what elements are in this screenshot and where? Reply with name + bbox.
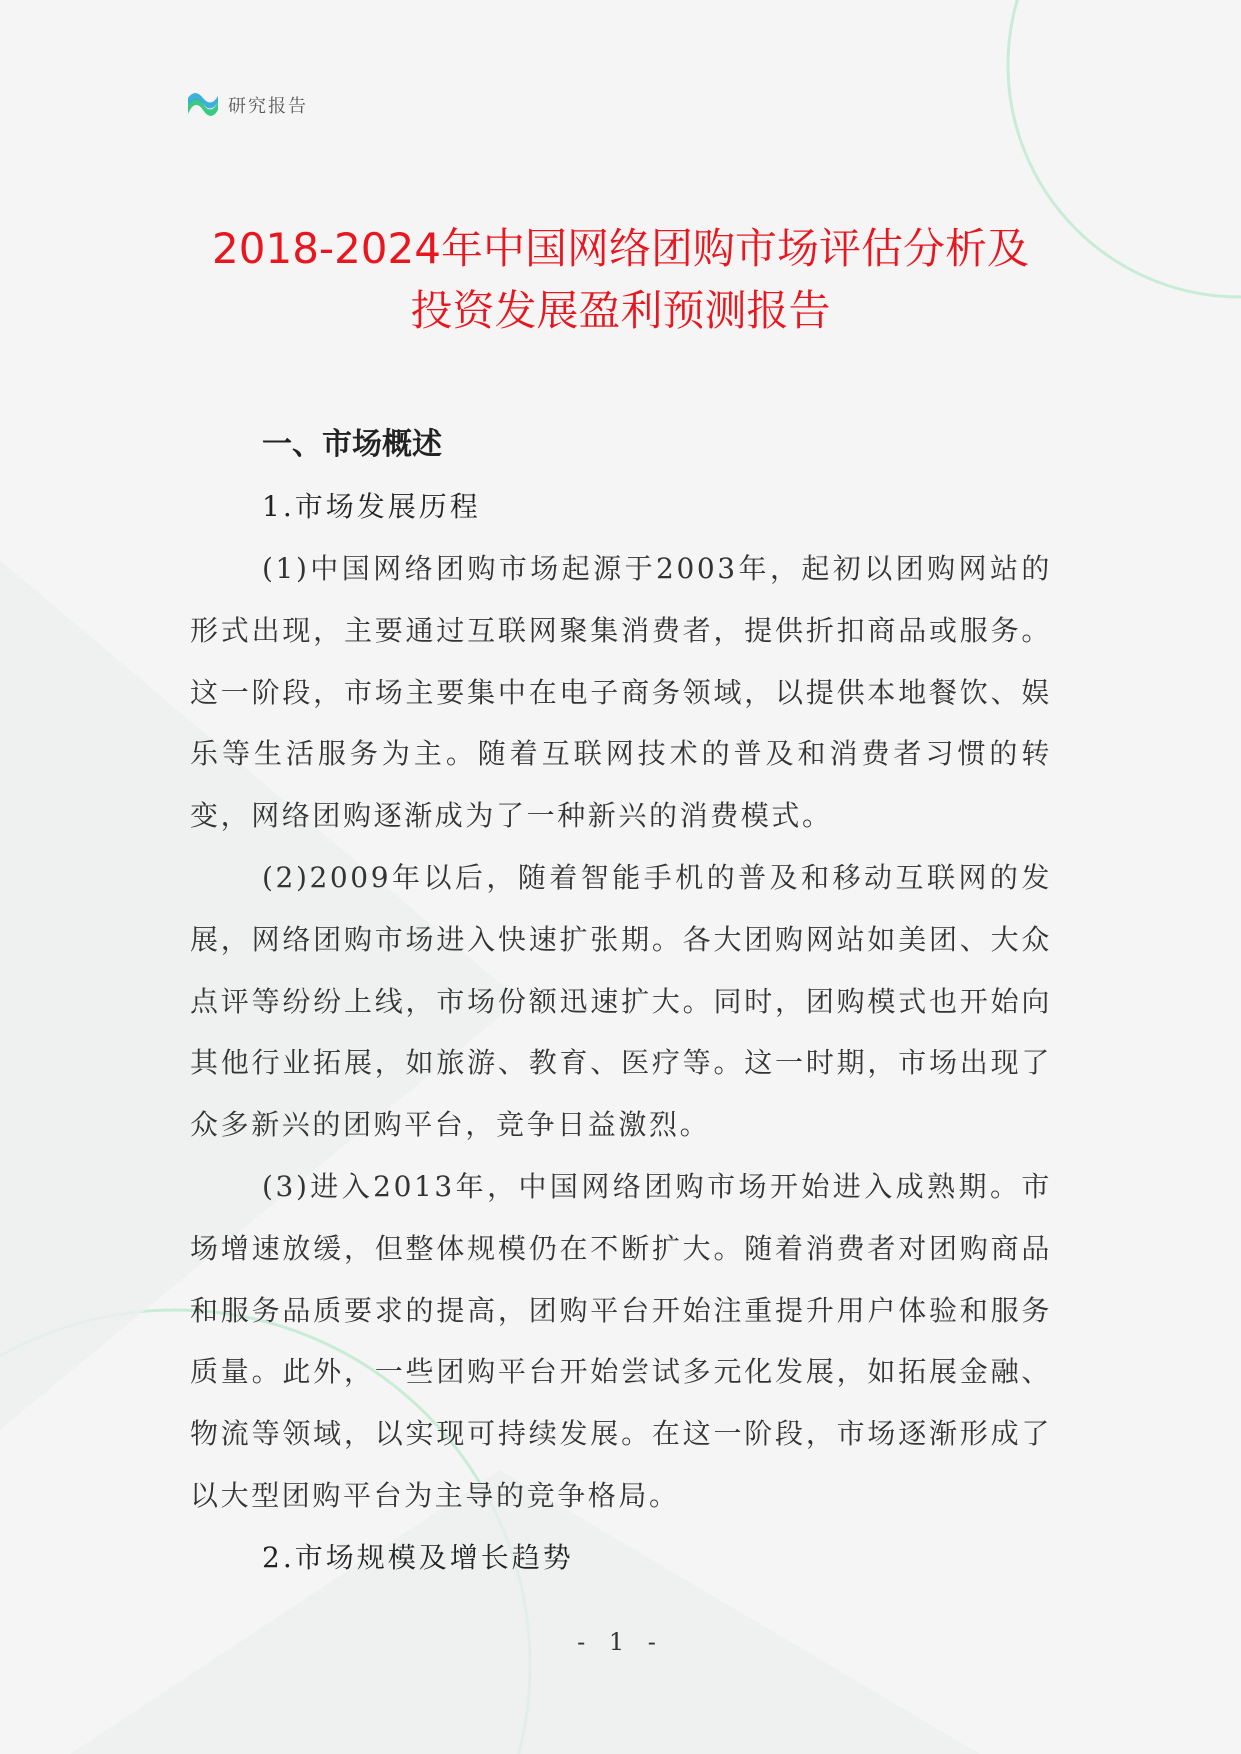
report-title — [150, 218, 1091, 342]
brand-logo-icon — [186, 90, 220, 120]
report-body — [190, 414, 1052, 1589]
paragraph-1: (1)中国网络团购市场起源于2003年，起初以团购网站的形式出现，主要通过互联网聚集消费者，提供折扣商品或服务。这一阶段，市场主要集中在电子商务领域，以提供本地餐饮、娱乐等生活服务为主。随着互联网技术的普及和消费者习惯的转变，网络团购逐渐成为了一种新兴的消费模式。 — [190, 552, 1052, 833]
subsection-heading-1: 1.市场发展历程 — [262, 490, 481, 523]
subsection-heading-2: 2.市场规模及增长趋势 — [262, 1540, 574, 1574]
report-title-line1: 2018-2024年中国网络团购市场评估分析及 — [212, 224, 1029, 273]
paragraph-2: (2)2009年以后，随着智能手机的普及和移动互联网的发展，网络团购市场进入快速扩张期。各大团购网站如美团、大众点评等纷纷上线，市场份额迅速扩大。同时，团购模式也开始向其他行业拓展，如旅游、教育、医疗等。这一时期，市场出现了众多新兴的团购平台，竞争日益激烈。 — [190, 860, 1052, 1142]
report-header — [186, 88, 308, 122]
header-label: 研究报告 — [228, 96, 308, 117]
section-heading: 一、市场概述 — [262, 427, 442, 462]
report-title-line2: 投资发展盈利预测报告 — [410, 286, 831, 335]
paragraph-3: (3)进入2013年，中国网络团购市场开始进入成熟期。市场增速放缓，但整体规模仍在不断扩大。随着消费者对团购商品和服务品质要求的提高，团购平台开始注重提升用户体验和服务质量。此外，一些团购平台开始尝试多元化发展，如拓展金融、物流等领域，以实现可持续发展。在这一阶段，市场逐渐形成了以大型团购平台为主导的竞争格局。 — [190, 1169, 1052, 1512]
page-number: - 1 - — [577, 1628, 664, 1656]
